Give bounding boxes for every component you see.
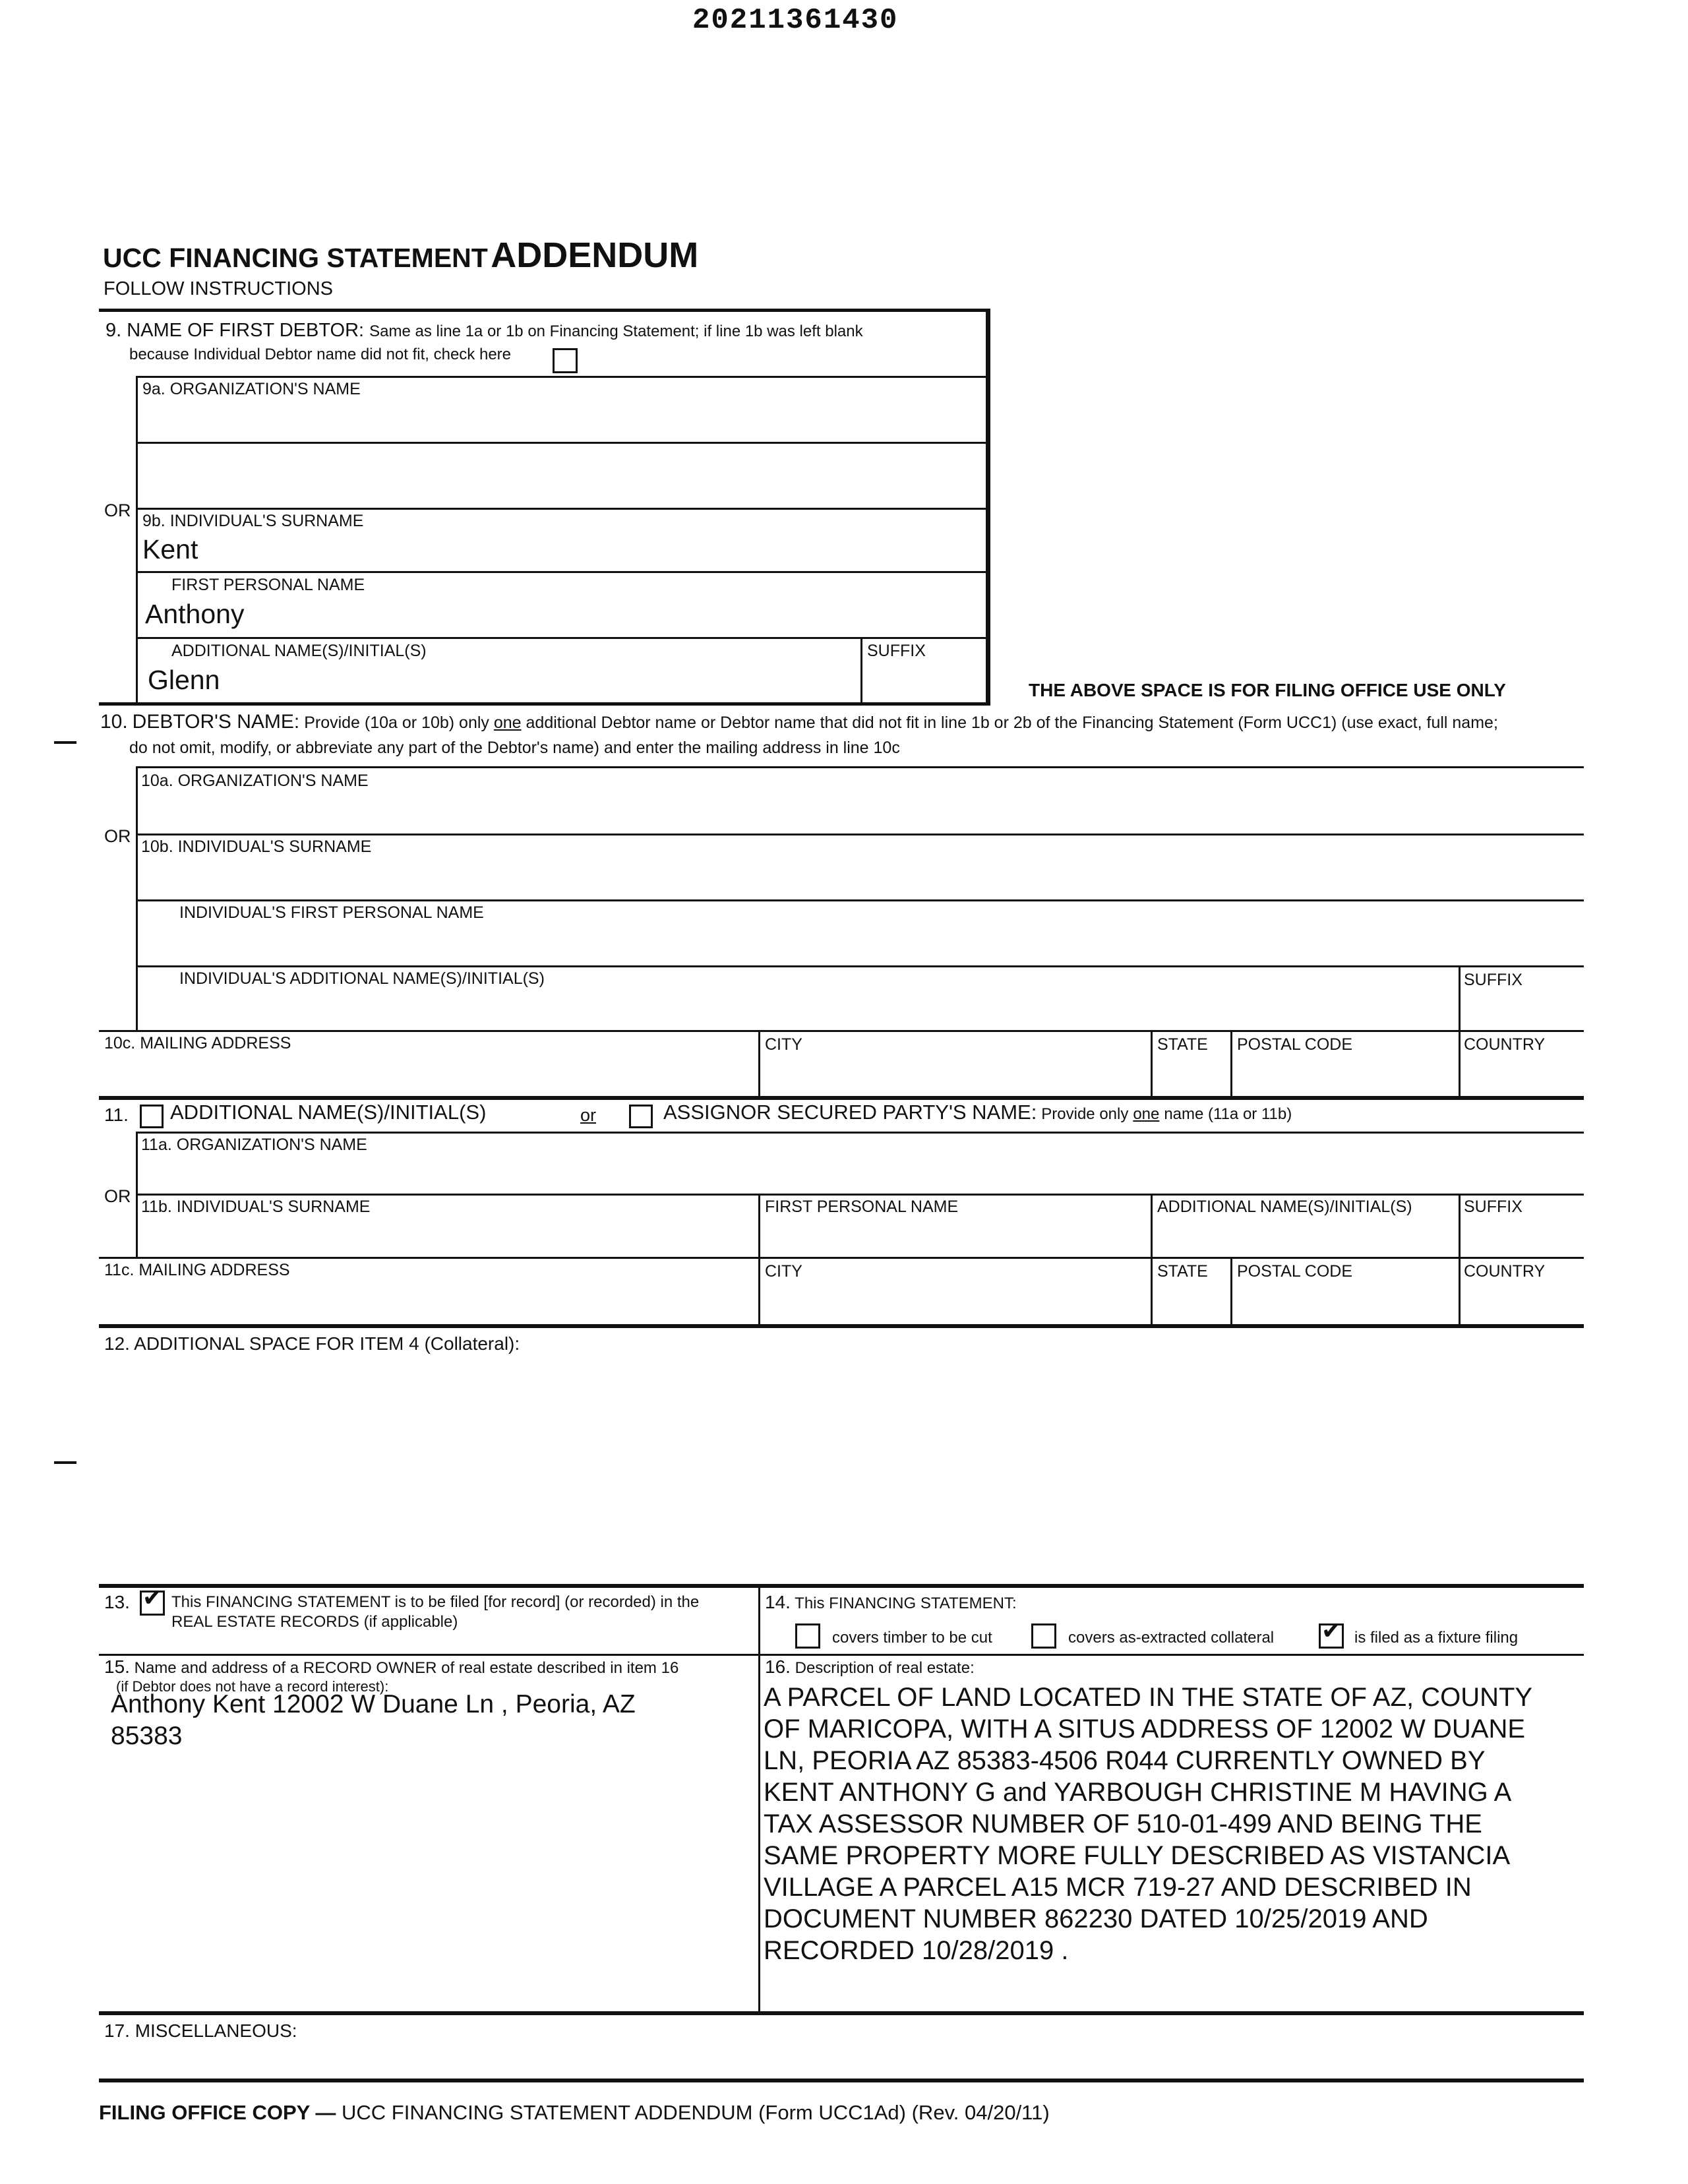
country-10-label: COUNTRY bbox=[1464, 1035, 1546, 1054]
collateral-12-label: 12. ADDITIONAL SPACE FOR ITEM 4 (Collateral): bbox=[104, 1333, 520, 1354]
country-11-label: COUNTRY bbox=[1464, 1262, 1546, 1281]
footer-form-name: UCC FINANCING STATEMENT ADDENDUM (Form UCC1Ad) (Rev. 04/20/11) bbox=[336, 2101, 1050, 2124]
city-10-label: CITY bbox=[765, 1035, 802, 1054]
surname-10b-label: 10b. INDIVIDUAL'S SURNAME bbox=[141, 837, 372, 856]
first-name-11-label: FIRST PERSONAL NAME bbox=[765, 1198, 959, 1216]
section-11-note-one: one bbox=[1133, 1105, 1160, 1123]
document-number: 20211361430 bbox=[692, 4, 899, 37]
margin-tick-lower bbox=[54, 1461, 76, 1464]
timber-label: covers timber to be cut bbox=[832, 1629, 992, 1647]
follow-instructions: FOLLOW INSTRUCTIONS bbox=[104, 278, 334, 299]
org-name-10a-label: 10a. ORGANIZATION'S NAME bbox=[141, 772, 369, 790]
suffix-11-label: SUFFIX bbox=[1464, 1198, 1522, 1216]
description-line: A PARCEL OF LAND LOCATED IN THE STATE OF AZ, COUNTY bbox=[764, 1683, 1533, 1712]
description-line: TAX ASSESSOR NUMBER OF 510-01-499 AND BEING THE bbox=[764, 1809, 1482, 1838]
section-10-note-line2: do not omit, modify, or abbreviate any part of the Debtor's name) and enter the mailing address in line 10c bbox=[129, 739, 900, 757]
additional-secured-party-label: ADDITIONAL NAME(S)/INITIAL(S) bbox=[170, 1101, 487, 1124]
filing-office-note: THE ABOVE SPACE IS FOR FILING OFFICE USE ONLY bbox=[1029, 680, 1506, 700]
surname-9b-label: 9b. INDIVIDUAL'S SURNAME bbox=[142, 512, 364, 530]
form-title-emphasis: ADDENDUM bbox=[491, 235, 699, 275]
description-line: DOCUMENT NUMBER 862230 DATED 10/25/2019 AND bbox=[764, 1904, 1428, 1933]
postal-10-label: POSTAL CODE bbox=[1237, 1035, 1353, 1054]
fixture-filing-label: is filed as a fixture filing bbox=[1354, 1629, 1519, 1647]
description-line: KENT ANTHONY G and YARBOUGH CHRISTINE M HAVING A bbox=[764, 1778, 1512, 1807]
section-14-number: 14. bbox=[765, 1592, 791, 1612]
state-11-label: STATE bbox=[1157, 1262, 1208, 1281]
section-11-number: 11. bbox=[104, 1105, 129, 1125]
section-15-label: Name and address of a RECORD OWNER of real estate described in item 16 bbox=[134, 1659, 679, 1677]
real-estate-description[interactable] bbox=[764, 1682, 1532, 1966]
surname-9b-value[interactable]: Kent bbox=[142, 534, 198, 564]
org-name-11a-label: 11a. ORGANIZATION'S NAME bbox=[141, 1136, 367, 1154]
check-mark-icon: ✔ bbox=[142, 1585, 163, 1612]
suffix-9-label: SUFFIX bbox=[867, 642, 926, 660]
section-15-number: 15. bbox=[104, 1656, 130, 1677]
assignor-secured-party-label: ASSIGNOR SECURED PARTY'S NAME: bbox=[663, 1101, 1037, 1124]
check-mark-icon: ✔ bbox=[1321, 1618, 1342, 1645]
section-13-number: 13. bbox=[104, 1592, 130, 1612]
additional-name-10-label: INDIVIDUAL'S ADDITIONAL NAME(S)/INITIAL(S) bbox=[179, 969, 545, 988]
suffix-10-label: SUFFIX bbox=[1464, 971, 1522, 989]
section-11-or: or bbox=[580, 1105, 597, 1125]
description-line: LN, PEORIA AZ 85383-4506 R044 CURRENTLY OWNED BY bbox=[764, 1746, 1486, 1775]
section-9-note: Same as line 1a or 1b on Financing Statement; if line 1b was left blank bbox=[369, 322, 863, 340]
form-title-prefix: UCC FINANCING STATEMENT bbox=[103, 243, 488, 273]
section-11-note-a: Provide only bbox=[1041, 1105, 1129, 1123]
postal-11-label: POSTAL CODE bbox=[1237, 1262, 1353, 1281]
footer bbox=[99, 2101, 1050, 2124]
section-15-note: (if Debtor does not have a record interest): bbox=[116, 1678, 389, 1695]
section-9-same-as-checkbox[interactable] bbox=[553, 348, 578, 373]
section-10-heading bbox=[100, 713, 1498, 732]
assignor-secured-party-checkbox[interactable] bbox=[629, 1105, 653, 1128]
additional-name-9-value[interactable]: Glenn bbox=[148, 665, 220, 695]
section-10-number: 10. bbox=[100, 711, 128, 733]
or-label-9: OR bbox=[104, 501, 131, 520]
description-line: RECORDED 10/28/2019 . bbox=[764, 1936, 1069, 1965]
timber-checkbox[interactable] bbox=[795, 1623, 820, 1649]
description-line: SAME PROPERTY MORE FULLY DESCRIBED AS VISTANCIA bbox=[764, 1841, 1511, 1870]
description-line: VILLAGE A PARCEL A15 MCR 719-27 AND DESCRIBED IN bbox=[764, 1873, 1472, 1902]
first-name-10-label: INDIVIDUAL'S FIRST PERSONAL NAME bbox=[179, 903, 484, 922]
first-name-9-label: FIRST PERSONAL NAME bbox=[171, 576, 365, 594]
org-name-9a-label: 9a. ORGANIZATION'S NAME bbox=[142, 380, 361, 398]
first-name-9-value[interactable]: Anthony bbox=[145, 599, 245, 629]
additional-name-9-label: ADDITIONAL NAME(S)/INITIAL(S) bbox=[171, 642, 427, 660]
as-extracted-label: covers as-extracted collateral bbox=[1068, 1629, 1275, 1647]
miscellaneous-17-label: 17. MISCELLANEOUS: bbox=[104, 2020, 297, 2041]
or-label-11: OR bbox=[104, 1186, 131, 1206]
section-10-note-b: additional Debtor name or Debtor name that did not fit in line 1b or 2b of the Financing Statement (Form UCC1) (use exact, full name; bbox=[526, 713, 1498, 732]
section-16-label: Description of real estate: bbox=[795, 1659, 975, 1677]
footer-copy-label: FILING OFFICE COPY — bbox=[99, 2101, 336, 2124]
or-label-10: OR bbox=[104, 826, 131, 846]
margin-tick-upper bbox=[54, 741, 76, 744]
section-13-line2: REAL ESTATE RECORDS (if applicable) bbox=[171, 1613, 458, 1631]
mailing-10c-label: 10c. MAILING ADDRESS bbox=[104, 1034, 291, 1052]
section-9-note-line2: because Individual Debtor name did not fit, check here bbox=[129, 346, 512, 363]
section-9-heading bbox=[106, 321, 863, 341]
city-11-label: CITY bbox=[765, 1262, 802, 1281]
as-extracted-checkbox[interactable] bbox=[1031, 1623, 1056, 1649]
record-owner-line2[interactable]: 85383 bbox=[111, 1722, 183, 1750]
section-13-line1: This FINANCING STATEMENT is to be filed [for record] (or recorded) in the bbox=[171, 1593, 700, 1611]
section-9-title: 9. NAME OF FIRST DEBTOR: bbox=[106, 320, 365, 341]
section-10-note-one: one bbox=[493, 713, 522, 732]
section-15-heading bbox=[104, 1658, 678, 1678]
additional-name-11-label: ADDITIONAL NAME(S)/INITIAL(S) bbox=[1157, 1198, 1412, 1216]
section-16-number: 16. bbox=[765, 1656, 791, 1677]
assignor-secured-party-row bbox=[663, 1103, 1292, 1124]
section-14-label: This FINANCING STATEMENT: bbox=[795, 1594, 1017, 1612]
description-line: OF MARICOPA, WITH A SITUS ADDRESS OF 12002 W DUANE bbox=[764, 1714, 1526, 1744]
section-11-note-b: name (11a or 11b) bbox=[1164, 1105, 1292, 1123]
surname-11b-label: 11b. INDIVIDUAL'S SURNAME bbox=[141, 1198, 371, 1216]
section-16-heading bbox=[765, 1658, 975, 1678]
section-10-note-a: Provide (10a or 10b) only bbox=[304, 713, 489, 732]
form-title bbox=[103, 235, 698, 276]
additional-secured-party-checkbox[interactable] bbox=[140, 1105, 164, 1128]
section-10-title: DEBTOR'S NAME: bbox=[132, 711, 300, 733]
section-14-heading bbox=[765, 1593, 1017, 1613]
state-10-label: STATE bbox=[1157, 1035, 1208, 1054]
mailing-11c-label: 11c. MAILING ADDRESS bbox=[104, 1261, 290, 1279]
record-owner-line1[interactable]: Anthony Kent 12002 W Duane Ln , Peoria, AZ bbox=[111, 1690, 636, 1718]
